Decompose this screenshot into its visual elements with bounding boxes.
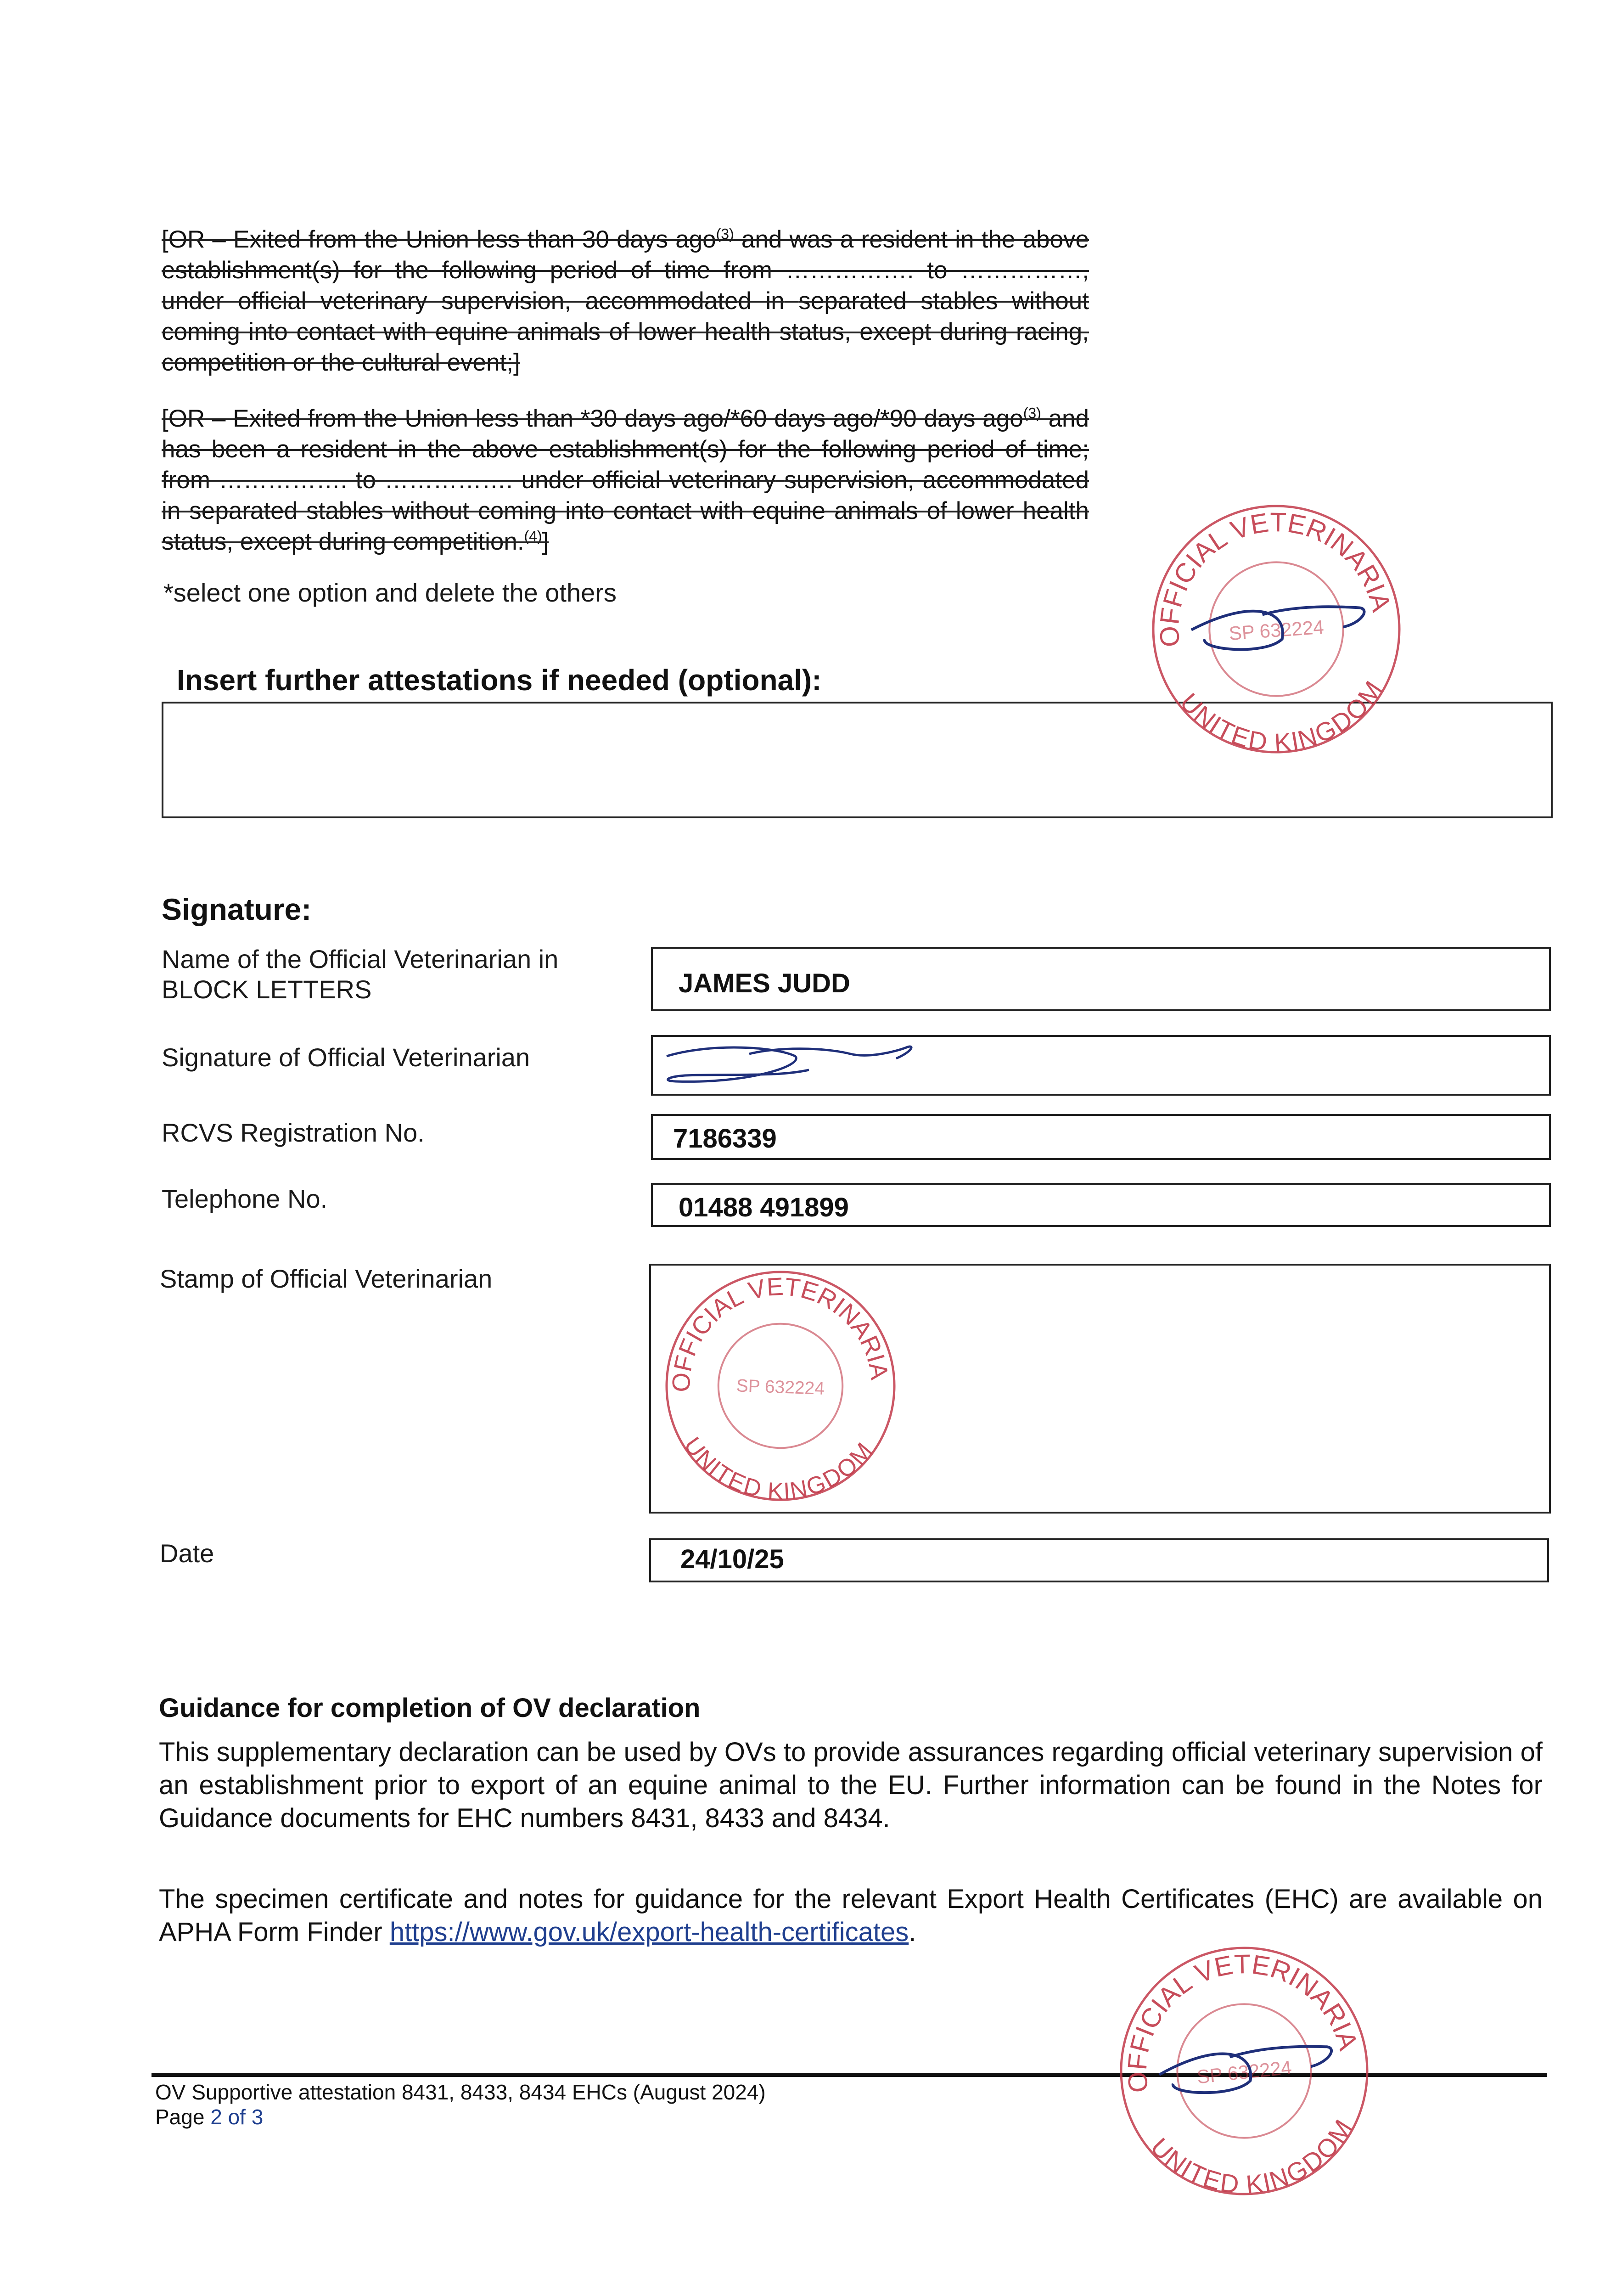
- telephone-field[interactable]: [651, 1183, 1551, 1227]
- stamp-bottom-text: UNITED KINGDOM: [1145, 2114, 1358, 2199]
- footer-page: [155, 2104, 263, 2130]
- footnote-ref: (3): [1023, 405, 1041, 422]
- further-attestations-heading: Insert further attestations if needed (optional):: [177, 664, 822, 697]
- stamp-number: SP 632224: [736, 1376, 825, 1399]
- stamp-top-text: OFFICIAL VETERINARIAN: [1122, 1949, 1364, 2094]
- official-veterinarian-stamp: [1116, 1942, 1373, 2200]
- date-value: 24/10/25: [680, 1544, 784, 1574]
- stamp-label: Stamp of Official Veterinarian: [160, 1264, 493, 1293]
- struck-paragraph-1-line-3: separated stables without coming into contact with equine animals of lower health status, except during racing,: [162, 287, 1089, 345]
- struck-paragraph-2-line-4-text: status, except during competition.: [162, 528, 524, 555]
- svg-text:UNITED KINGDOM: [1173, 674, 1392, 758]
- struck-paragraph-1-line-1: [OR – Exited from the Union less than 30 days ago: [162, 226, 716, 253]
- struck-paragraph-2: [162, 403, 1089, 557]
- guidance-paragraph-2-end: .: [909, 1917, 916, 1947]
- stamp-number: SP 632224: [1228, 616, 1325, 644]
- ov-stamp-top: [1148, 501, 1405, 760]
- official-veterinarian-stamp: [661, 1266, 900, 1505]
- rcvs-value: 7186339: [673, 1124, 777, 1154]
- official-veterinarian-stamp: [1148, 501, 1405, 758]
- footer-page-total: 3: [251, 2105, 264, 2129]
- struck-paragraph-2-line-1: [OR – Exited from the Union less than *30 days ago/*60 days ago/*90 days ago: [162, 405, 1023, 432]
- name-value: JAMES JUDD: [679, 968, 850, 998]
- ov-stamp-box: [661, 1266, 900, 1508]
- struck-paragraph-1-line-1b: and was a resident in the above establishment(s) for the: [162, 226, 1089, 284]
- name-field[interactable]: [651, 947, 1551, 1011]
- guidance-paragraph-2-text: The specimen certificate and notes for guidance for the relevant Export Health Certificates (EHC) are available on APHA Form Finder: [159, 1884, 1543, 1947]
- rcvs-field[interactable]: [651, 1114, 1551, 1160]
- ov-stamp-bottom: [1116, 1942, 1373, 2202]
- signature-heading: Signature:: [162, 892, 312, 926]
- stamp-top-text: OFFICIAL VETERINARIAN: [667, 1272, 894, 1393]
- export-health-certificates-link[interactable]: https://www.gov.uk/export-health-certificates: [389, 1917, 909, 1947]
- footnote-ref: (3): [716, 225, 734, 242]
- stamp-bottom-text: UNITED KINGDOM: [679, 1432, 878, 1505]
- guidance-paragraph-1: This supplementary declaration can be used by OVs to provide assurances regarding official veterinary supervision of an establishment prior to export of an equine animal to the EU. Further information can be found in the Notes for Guidance documents for EHC numbers 8431, 8433 and 8434.: [159, 1737, 1543, 1833]
- guidance-paragraph-2: [159, 1883, 1543, 1949]
- footer-page-word: Page: [155, 2105, 205, 2129]
- struck-paragraph-1-line-4: competition or the cultural event;]: [162, 349, 520, 376]
- stamp-top-text: OFFICIAL VETERINARIAN: [1148, 501, 1397, 648]
- struck-paragraph-2-line-2: above establishment(s) for the following period of time; from ……………. to ……………. under official veterinary: [162, 436, 1089, 494]
- guidance-heading: Guidance for completion of OV declaration: [159, 1693, 701, 1723]
- stamp-number: SP 632224: [1195, 2056, 1293, 2088]
- struck-paragraph-1: [162, 224, 1089, 378]
- telephone-value: 01488 491899: [679, 1193, 849, 1222]
- signature-scribble: [657, 1033, 924, 1093]
- date-label: Date: [160, 1539, 214, 1568]
- signature-label: Signature of Official Veterinarian: [162, 1043, 530, 1072]
- name-label-line-1: Name of the Official Veterinarian in: [162, 945, 559, 974]
- footer-page-of: of: [228, 2105, 246, 2129]
- name-label: [162, 944, 558, 1005]
- date-field[interactable]: [649, 1538, 1549, 1582]
- select-note: *select one option and delete the others: [163, 578, 617, 607]
- struck-paragraph-2-line-1b: and has been a resident in the: [162, 405, 1089, 463]
- svg-text:UNITED KINGDOM: [1143, 2112, 1364, 2200]
- name-label-line-2: BLOCK LETTERS: [162, 975, 372, 1004]
- struck-paragraph-2-close: ]: [542, 528, 549, 555]
- rcvs-label: RCVS Registration No.: [162, 1118, 425, 1147]
- signature-field[interactable]: [651, 1035, 1551, 1096]
- stamp-bottom-text: UNITED KINGDOM: [1174, 675, 1388, 757]
- footnote-ref: (4): [524, 528, 542, 545]
- svg-text:UNITED KINGDOM: [677, 1432, 878, 1505]
- struck-paragraph-2-line-4: [162, 526, 1089, 557]
- struck-paragraph-1-line-2: following period of time from ……………. to ……………, under official veterinary supervision, accommodated in: [162, 257, 1089, 315]
- struck-paragraph-2-line-3: supervision, accommodated in separated stables without coming into contact with equine animals of lower health: [162, 467, 1089, 524]
- footer-page-current: 2: [210, 2105, 222, 2129]
- telephone-label: Telephone No.: [162, 1184, 328, 1213]
- footer-title: OV Supportive attestation 8431, 8433, 8434 EHCs (August 2024): [155, 2080, 766, 2104]
